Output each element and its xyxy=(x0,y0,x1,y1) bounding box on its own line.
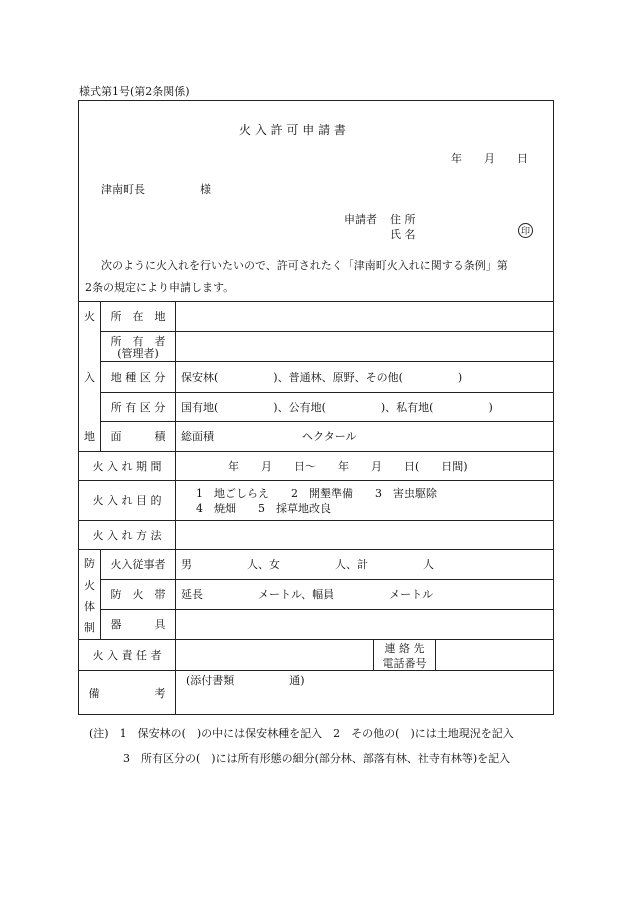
applicant-label: 申請者 xyxy=(344,213,377,226)
firebreak-label: 防 火 帯 xyxy=(110,588,166,601)
workers-value: 男 人、女 人、計 人 xyxy=(181,558,434,571)
land-group-char: 火 xyxy=(84,310,95,323)
prevention-group-char: 制 xyxy=(84,621,95,634)
period-value: 年 月 日〜 年 月 日( 日間) xyxy=(228,459,468,473)
contact-value[interactable] xyxy=(436,639,554,670)
contact-label: 連 絡 先 xyxy=(384,641,425,655)
form-number-label: 様式第1号(第2条関係) xyxy=(79,85,190,98)
area-value: 総面積 ヘクタール xyxy=(181,430,357,443)
phone-label: 電話番号 xyxy=(382,656,427,670)
ownership-label: 所 有 区 分 xyxy=(110,400,166,414)
seal-mark: 印 xyxy=(518,223,533,238)
owner-value[interactable] xyxy=(176,331,554,361)
note-line-1: (注) 1 保安林の( )の中には保安林種を記入 2 その他の( )には土地現況を記入 xyxy=(89,727,514,740)
ownership-value: 国有地( )、公有地( )、私有地( ) xyxy=(181,400,493,414)
column-divider xyxy=(175,670,176,715)
land-category-value: 保安林( )、普通林、原野、その他( ) xyxy=(181,370,463,384)
purpose-line-1: 1 地ごしらえ 2 開墾準備 3 害虫駆除 xyxy=(196,486,437,500)
name-label: 氏 名 xyxy=(390,228,416,241)
workers-label: 火入従事者 xyxy=(110,558,166,571)
prevention-group-char: 防 xyxy=(84,557,95,570)
addressee: 津南町長 様 xyxy=(101,183,211,196)
firebreak-value: 延長 メートル、幅員 メートル xyxy=(181,588,434,601)
land-group-char: 地 xyxy=(84,430,95,443)
purpose-line-2: 4 焼畑 5 採草地改良 xyxy=(196,501,331,515)
date-line: 年 月 日 xyxy=(451,152,528,165)
method-label: 火 入 れ 方 法 xyxy=(92,528,162,542)
equipment-label: 器 具 xyxy=(110,618,166,631)
address-label: 住 所 xyxy=(390,213,416,226)
remarks-label: 備 考 xyxy=(88,686,166,700)
location-label: 所 在 地 xyxy=(110,310,166,323)
land-category-label: 地 種 区 分 xyxy=(110,370,166,384)
remarks-value: (添付書類 通) xyxy=(186,674,305,687)
owner-sublabel: (管理者) xyxy=(117,347,159,360)
location-value[interactable] xyxy=(176,301,554,331)
form-title: 火 入 許 可 申 請 書 xyxy=(239,123,346,137)
intro-line-2: 2条の規定により申請します。 xyxy=(85,281,235,294)
land-group-char: 入 xyxy=(84,370,95,384)
equipment-value[interactable] xyxy=(176,609,554,639)
area-label: 面 積 xyxy=(110,430,166,443)
note-line-2: 3 所有区分の( )には所有形態の細分(部分林、部落有林、社寺有林等)を記入 xyxy=(123,752,511,765)
owner-label: 所 有 者 xyxy=(110,335,166,348)
manager-value[interactable] xyxy=(176,639,373,670)
intro-line-1: 次のように火入れを行いたいので、許可されたく「津南町火入れに関する条例」第 xyxy=(101,259,508,272)
method-value[interactable] xyxy=(176,520,554,549)
prevention-group-char: 火 xyxy=(84,579,95,592)
purpose-label: 火 入 れ 目 的 xyxy=(92,494,162,507)
manager-label: 火 入 責 任 者 xyxy=(92,648,162,662)
prevention-group-char: 体 xyxy=(84,600,95,613)
period-label: 火 入 れ 期 間 xyxy=(92,459,162,473)
